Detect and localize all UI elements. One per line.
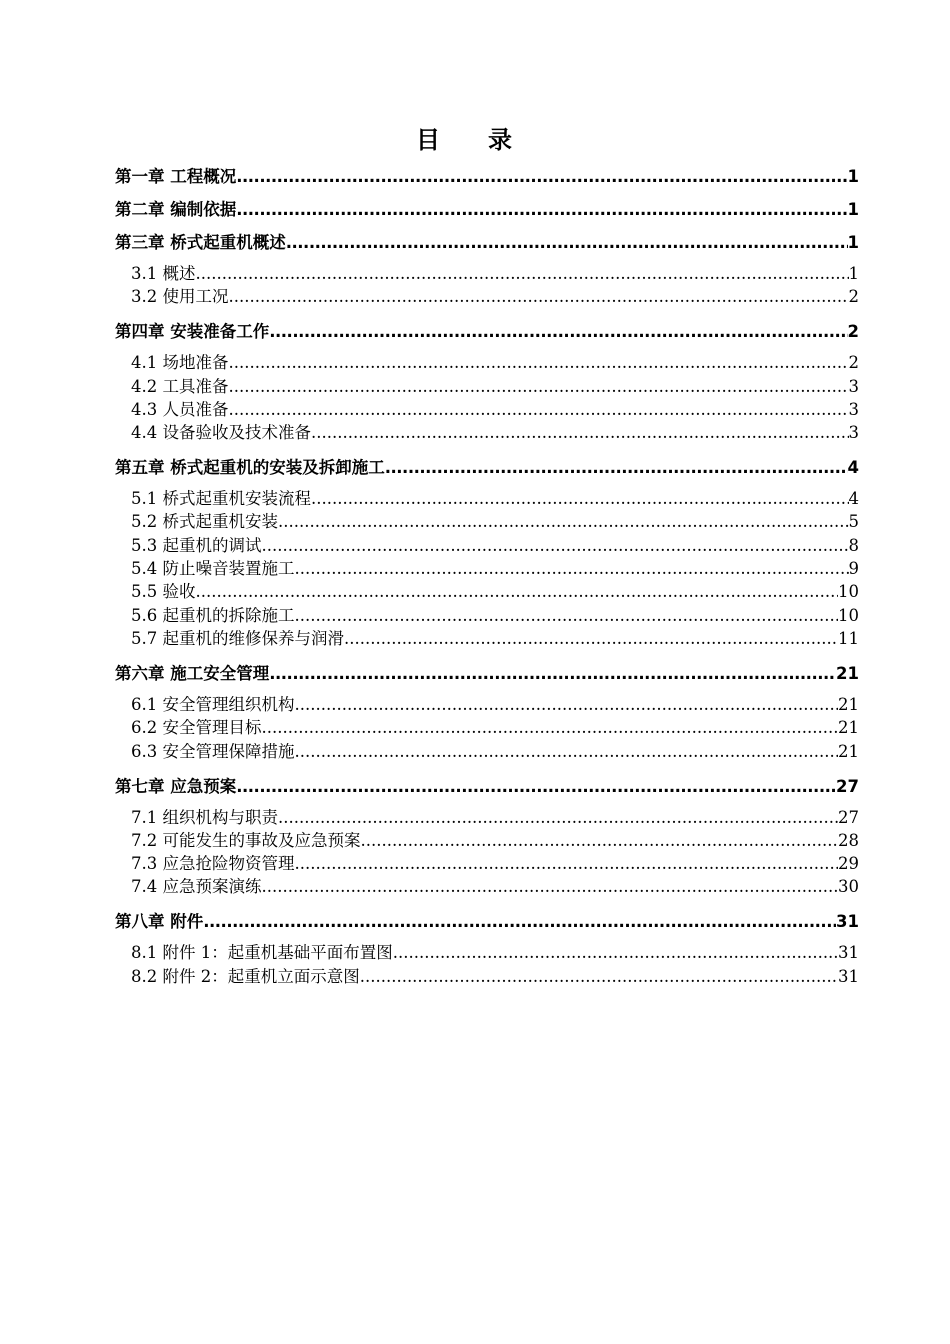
toc-dot-leader <box>361 829 839 852</box>
toc-chapter-entry[interactable] <box>115 773 859 806</box>
toc-page-number: 2 <box>848 353 859 373</box>
toc-section-entry[interactable] <box>115 740 859 773</box>
toc-page-number: 3 <box>848 376 859 396</box>
toc-page-number: 9 <box>848 559 859 579</box>
toc-dot-leader <box>229 375 849 398</box>
toc-dot-leader <box>262 534 849 557</box>
toc-entry-text: 第五章 桥式起重机的安装及拆卸施工 <box>115 458 385 478</box>
toc-entry-text: 5.3 起重机的调试 <box>131 535 262 555</box>
toc-chapter-entry[interactable] <box>115 454 859 487</box>
toc-entry-text: 6.2 安全管理目标 <box>131 718 262 738</box>
toc-entry-text: 5.7 起重机的维修保养与润滑 <box>131 628 344 648</box>
toc-chapter-entry[interactable] <box>115 229 859 262</box>
toc-dot-leader <box>196 262 849 285</box>
toc-entry-text: 5.4 防止噪音装置施工 <box>131 559 295 579</box>
toc-title: 目录 <box>416 126 560 154</box>
toc-section-entry[interactable] <box>115 941 859 964</box>
toc-page-number: 21 <box>838 718 859 738</box>
toc-entry-text: 7.2 可能发生的事故及应急预案 <box>131 830 361 850</box>
toc-page-number: 31 <box>836 912 859 932</box>
toc-dot-leader <box>262 716 839 739</box>
toc-entry-text: 第八章 附件 <box>115 912 204 932</box>
toc-section-entry[interactable] <box>115 875 859 908</box>
toc-page-number: 28 <box>838 830 859 850</box>
toc-entry-text: 5.2 桥式起重机安装 <box>131 512 278 532</box>
toc-section-entry[interactable] <box>115 375 859 398</box>
toc-page-number: 8 <box>848 535 859 555</box>
toc-dot-leader <box>229 351 849 374</box>
toc-dot-leader <box>229 285 849 308</box>
toc-section-entry[interactable] <box>115 693 859 716</box>
toc-page-number: 4 <box>848 489 859 509</box>
toc-dot-leader <box>295 557 849 580</box>
toc-page-number: 2 <box>848 287 859 307</box>
toc-page-number: 21 <box>838 694 859 714</box>
toc-entry-text: 7.1 组织机构与职责 <box>131 807 278 827</box>
toc-entry-text: 4.4 设备验收及技术准备 <box>131 423 311 443</box>
toc-dot-leader <box>278 806 838 829</box>
toc-entry-text: 3.1 概述 <box>131 264 196 283</box>
toc-chapter-entry[interactable] <box>115 660 859 693</box>
toc-dot-leader <box>203 908 836 936</box>
toc-page-number: 11 <box>838 628 859 648</box>
toc-dot-leader <box>385 454 848 482</box>
toc-section-entry[interactable] <box>115 398 859 421</box>
toc-page-number: 27 <box>836 776 859 796</box>
toc-chapter-entry[interactable] <box>115 163 859 196</box>
toc-page-number: 2 <box>847 322 859 342</box>
toc-chapter-entry[interactable] <box>115 318 859 351</box>
toc-section-entry[interactable] <box>115 285 859 318</box>
toc-dot-leader <box>311 421 849 444</box>
toc-page-number: 10 <box>838 605 859 625</box>
toc-entry-text: 7.3 应急抢险物资管理 <box>131 854 295 874</box>
toc-section-entry[interactable] <box>115 580 859 603</box>
toc-entry-text: 4.1 场地准备 <box>131 353 229 373</box>
toc-dot-leader <box>295 740 839 763</box>
toc-page-number: 31 <box>838 966 859 986</box>
toc-entry-text: 第二章 编制依据 <box>115 200 237 219</box>
toc-page-number: 21 <box>838 741 859 761</box>
toc-page-number: 4 <box>847 458 859 478</box>
toc-page-number: 3 <box>848 423 859 443</box>
toc-entry-text: 7.4 应急预案演练 <box>131 877 262 897</box>
toc-dot-leader <box>262 875 839 898</box>
toc-entry-text: 5.5 验收 <box>131 582 196 602</box>
toc-section-entry[interactable] <box>115 487 859 510</box>
toc-entry-text: 6.3 安全管理保障措施 <box>131 741 295 761</box>
toc-dot-leader <box>236 773 836 801</box>
toc-entry-text: 6.1 安全管理组织机构 <box>131 694 295 714</box>
toc-entry-text: 第六章 施工安全管理 <box>115 663 270 683</box>
toc-section-entry[interactable] <box>115 829 859 852</box>
toc-dot-leader <box>196 580 839 603</box>
toc-section-entry[interactable] <box>115 852 859 875</box>
toc-dot-leader <box>360 965 838 988</box>
toc-entry-text: 5.6 起重机的拆除施工 <box>131 605 295 625</box>
toc-dot-leader <box>269 660 836 688</box>
toc-page-number: 10 <box>838 582 859 602</box>
toc-dot-leader <box>236 163 847 191</box>
toc-entry-text: 3.2 使用工况 <box>131 287 229 307</box>
toc-section-entry[interactable] <box>115 262 859 285</box>
toc-section-entry[interactable] <box>115 351 859 374</box>
toc-section-entry[interactable] <box>115 510 859 533</box>
toc-chapter-entry[interactable] <box>115 196 859 229</box>
toc-entry-text: 第三章 桥式起重机概述 <box>115 233 286 252</box>
toc-dot-leader <box>236 196 847 224</box>
table-of-contents <box>115 163 859 988</box>
toc-entry-text: 8.1 附件 1：起重机基础平面布置图 <box>131 943 393 963</box>
toc-dot-leader <box>393 941 838 964</box>
toc-dot-leader <box>286 229 848 257</box>
toc-page-number: 1 <box>848 264 859 283</box>
toc-dot-leader <box>311 487 849 510</box>
toc-entry-text: 5.1 桥式起重机安装流程 <box>131 489 311 509</box>
toc-page-number: 1 <box>847 233 859 252</box>
toc-page-number: 5 <box>848 512 859 532</box>
toc-page-number: 30 <box>838 877 859 897</box>
toc-chapter-entry[interactable] <box>115 908 859 941</box>
toc-dot-leader <box>229 398 849 421</box>
toc-dot-leader <box>269 318 847 346</box>
toc-entry-text: 第一章 工程概况 <box>115 167 237 186</box>
toc-dot-leader <box>295 852 839 875</box>
toc-section-entry[interactable] <box>115 557 859 580</box>
toc-dot-leader <box>344 627 838 650</box>
toc-entry-text: 4.3 人员准备 <box>131 399 229 419</box>
toc-entry-text: 第四章 安装准备工作 <box>115 322 270 342</box>
toc-entry-text: 8.2 附件 2：起重机立面示意图 <box>131 966 360 986</box>
toc-page-number: 1 <box>847 200 859 219</box>
toc-dot-leader <box>295 693 839 716</box>
toc-section-entry[interactable] <box>115 806 859 829</box>
toc-section-entry[interactable] <box>115 604 859 627</box>
toc-section-entry[interactable] <box>115 627 859 660</box>
toc-page-number: 31 <box>838 943 859 963</box>
toc-dot-leader <box>295 604 839 627</box>
toc-page-number: 29 <box>838 854 859 874</box>
toc-section-entry[interactable] <box>115 534 859 557</box>
toc-entry-text: 4.2 工具准备 <box>131 376 229 396</box>
toc-entry-text: 第七章 应急预案 <box>115 776 237 796</box>
toc-page-number: 27 <box>838 807 859 827</box>
toc-page-number: 3 <box>848 399 859 419</box>
toc-dot-leader <box>278 510 849 533</box>
toc-section-entry[interactable] <box>115 421 859 454</box>
toc-page-number: 1 <box>847 167 859 186</box>
toc-page-number: 21 <box>836 663 859 683</box>
toc-section-entry[interactable] <box>115 965 859 988</box>
toc-section-entry[interactable] <box>115 716 859 739</box>
